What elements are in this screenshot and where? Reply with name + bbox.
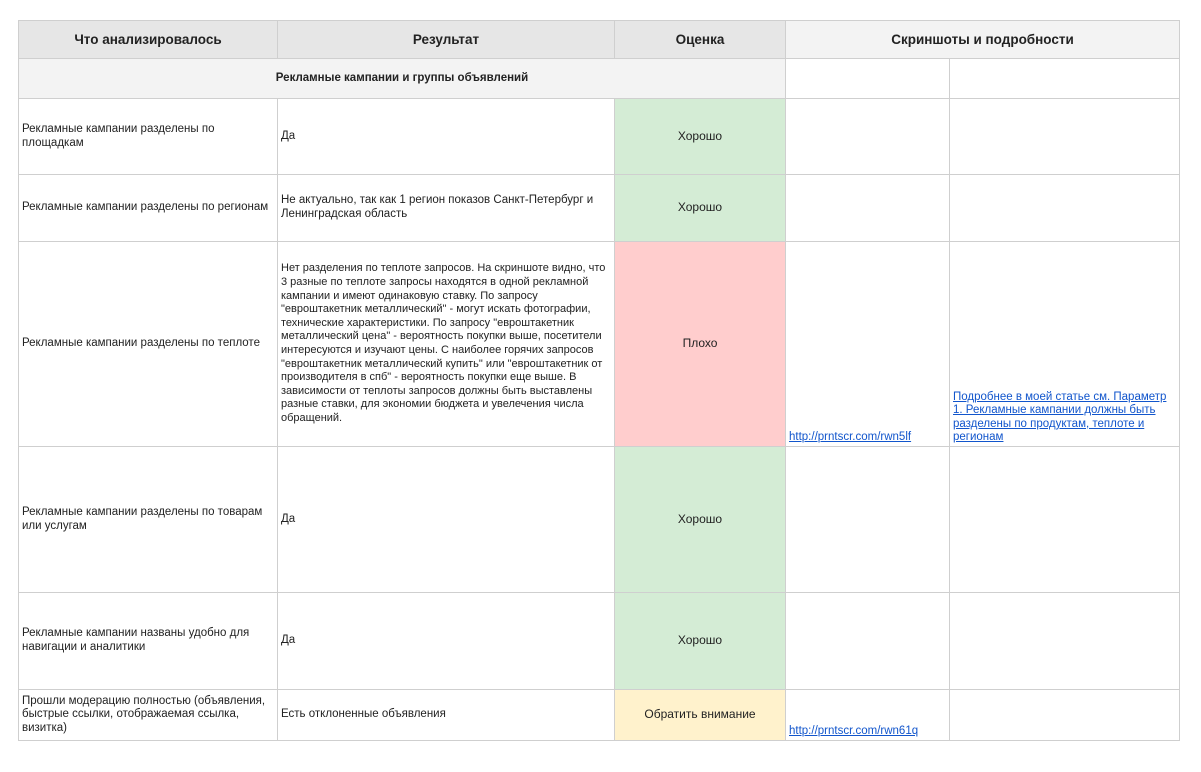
cell-screenshot bbox=[786, 242, 950, 447]
cell-grade[interactable]: Хорошо bbox=[615, 447, 786, 593]
section-title[interactable]: Рекламные кампании и группы объявлений bbox=[19, 59, 786, 99]
cell-grade[interactable]: Хорошо bbox=[615, 175, 786, 242]
cell-analyzed[interactable]: Рекламные кампании разделены по регионам bbox=[19, 175, 278, 242]
cell-details[interactable] bbox=[950, 175, 1180, 242]
table-row bbox=[19, 447, 1180, 593]
cell-result[interactable]: Да bbox=[278, 99, 615, 175]
cell-analyzed[interactable]: Прошли модерацию полностью (объявления, быстрые ссылки, отображаемая ссылка, визитка) bbox=[19, 690, 278, 741]
table-row bbox=[19, 175, 1180, 242]
cell-screenshot[interactable] bbox=[786, 593, 950, 690]
cell-screenshot[interactable] bbox=[786, 99, 950, 175]
cell-screenshot[interactable] bbox=[786, 447, 950, 593]
cell-grade[interactable]: Плохо bbox=[615, 242, 786, 447]
table-row bbox=[19, 593, 1180, 690]
table-row bbox=[19, 242, 1180, 447]
screenshot-link[interactable]: http://prntscr.com/rwn5lf bbox=[789, 431, 912, 444]
cell-grade[interactable]: Хорошо bbox=[615, 593, 786, 690]
cell-screenshot bbox=[786, 690, 950, 741]
cell-grade[interactable]: Обратить внимание bbox=[615, 690, 786, 741]
table-row bbox=[19, 690, 1180, 741]
cell-analyzed[interactable]: Рекламные кампании названы удобно для навигации и аналитики bbox=[19, 593, 278, 690]
header-screenshots[interactable]: Скриншоты и подробности bbox=[786, 21, 1180, 59]
cell-details[interactable] bbox=[950, 690, 1180, 741]
cell-result[interactable]: Да bbox=[278, 593, 615, 690]
cell-result[interactable]: Не актуально, так как 1 регион показов Санкт-Петербург и Ленинградская область bbox=[278, 175, 615, 242]
audit-table bbox=[18, 20, 1180, 741]
cell-details bbox=[950, 242, 1180, 447]
header-row bbox=[19, 21, 1180, 59]
section-row bbox=[19, 59, 1180, 99]
cell-result[interactable]: Есть отклоненные объявления bbox=[278, 690, 615, 741]
cell-details[interactable] bbox=[950, 593, 1180, 690]
cell-details[interactable] bbox=[950, 447, 1180, 593]
table-cell[interactable] bbox=[950, 59, 1180, 99]
details-link[interactable]: Подробнее в моей статье см. Параметр 1. Рекламные кампании должны быть разделены по продуктам, теплоте и регионам bbox=[953, 390, 1167, 444]
cell-analyzed[interactable]: Рекламные кампании разделены по товарам или услугам bbox=[19, 447, 278, 593]
screenshot-link[interactable]: http://prntscr.com/rwn61q bbox=[789, 725, 919, 738]
cell-result[interactable]: Да bbox=[278, 447, 615, 593]
header-result[interactable]: Результат bbox=[278, 21, 615, 59]
table-row bbox=[19, 99, 1180, 175]
cell-result[interactable]: Нет разделения по теплоте запросов. На скриншоте видно, что 3 разные по теплоте запросы находятся в одной рекламной кампании и имеют одинаковую ставку. По запросу "еврoштакетник металлический" - могут искать фотографии, технические характеристики. По запросу "евроштакетник металлический цена" - вероятность покупки выше, посетители интересуются и изучают цены. С наиболее горячих запросов "евроштакетник металлический купить" или "евроштакетник от производителя в спб" - вероятность покупки еще выше. В зависимости от теплоты запросов должны быть выставлены разные ставки, для экономии бюджета и увелечения числа обращений. bbox=[278, 242, 615, 447]
cell-screenshot[interactable] bbox=[786, 175, 950, 242]
cell-details[interactable] bbox=[950, 99, 1180, 175]
header-grade[interactable]: Оценка bbox=[615, 21, 786, 59]
audit-table-container bbox=[18, 20, 1179, 741]
cell-analyzed[interactable]: Рекламные кампании разделены по площадкам bbox=[19, 99, 278, 175]
header-analyzed[interactable]: Что анализировалось bbox=[19, 21, 278, 59]
cell-analyzed[interactable]: Рекламные кампании разделены по теплоте bbox=[19, 242, 278, 447]
cell-grade[interactable]: Хорошо bbox=[615, 99, 786, 175]
table-cell[interactable] bbox=[786, 59, 950, 99]
